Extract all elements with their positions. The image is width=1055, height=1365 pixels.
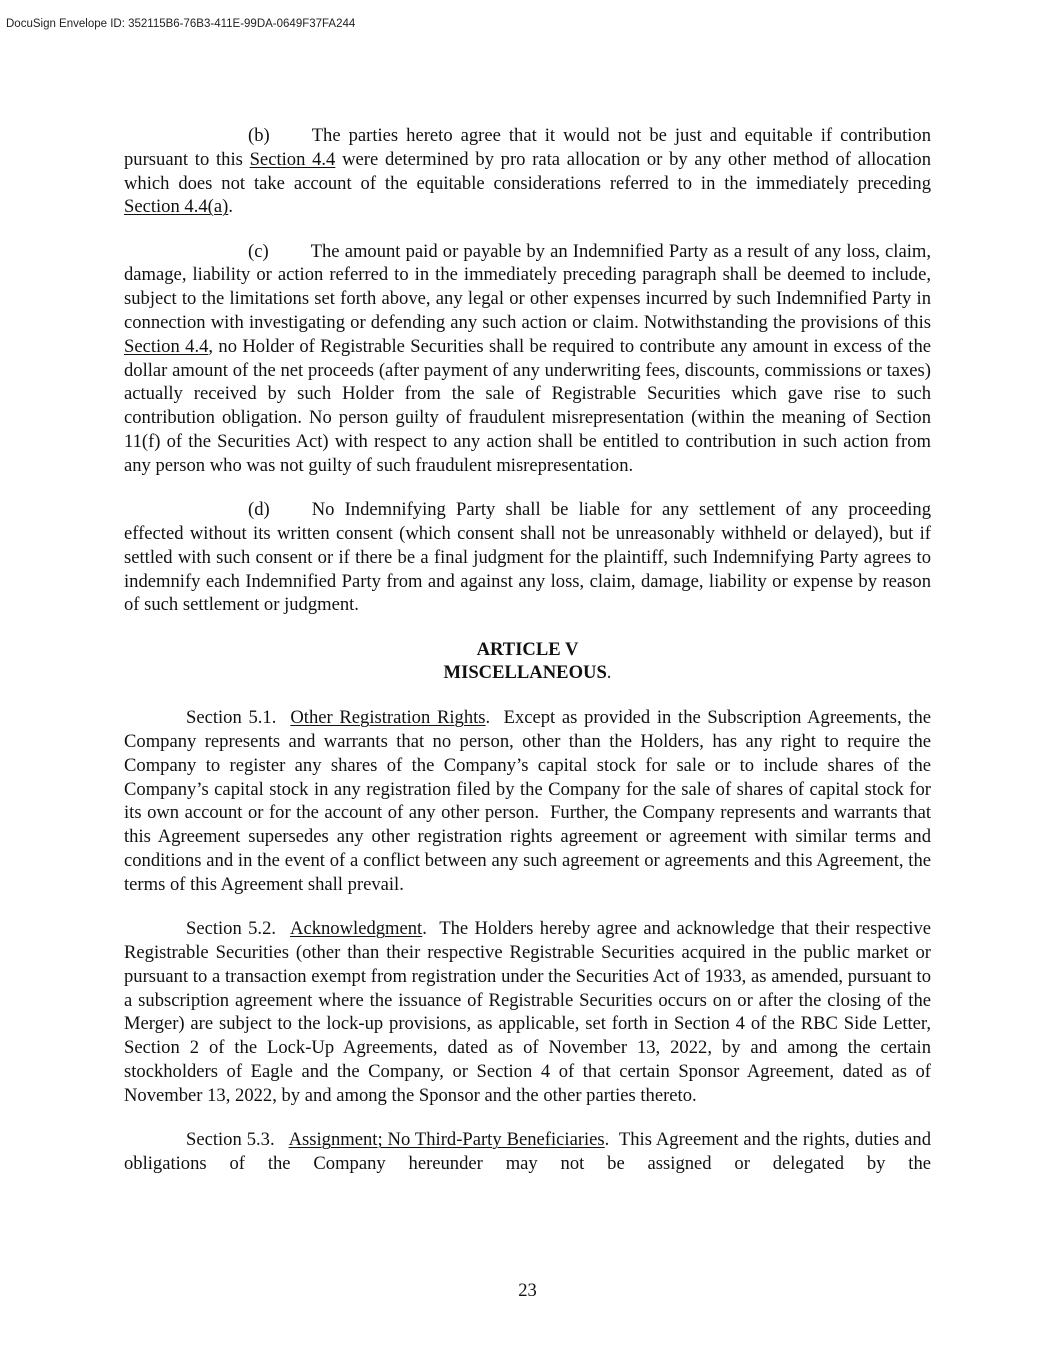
section-heading: Assignment; No Third-Party Beneficiaries	[288, 1128, 605, 1150]
article-heading: ARTICLE V MISCELLANEOUS.	[124, 638, 931, 686]
paragraph-4-4-d	[124, 498, 931, 617]
paragraph-label: (d)	[248, 499, 270, 521]
section-text: This Agreement and the rights, duties and obligations of the Company hereunder may not be assigned or delegated by the	[124, 1128, 936, 1174]
paragraph-label: (c)	[248, 240, 269, 262]
article-number: ARTICLE V	[476, 638, 579, 660]
section-number: Section 5.3.	[186, 1128, 275, 1150]
section-reference: Section 4.4	[249, 148, 336, 170]
section-5-3: Section 5.3. Assignment; No Third-Party Beneficiaries. This Agreement and the rights, duties and obligations of the Company hereunder may not be assigned or delegated by the	[124, 1128, 936, 1174]
section-heading: Acknowledgment	[290, 918, 423, 940]
paragraph-text: , no Holder of Registrable Securities shall be required to contribute any amount in excess of the dollar amount of the net proceeds (after payment of any underwriting fees, discounts, commissions or taxes) actually received by such Holder from the sale of Registrable Securities which gave rise to such contribution obligation. No person guilty of fraudulent misrepresentation (within the meaning of Section 11(f) of the Securities Act) with respect to any action shall be entitled to contribution in such action from any person who was not guilty of such fraudulent misrepresentation.	[124, 335, 931, 476]
docusign-envelope-id: DocuSign Envelope ID: 352115B6-76B3-411E-99DA-0649F37FA244	[6, 18, 356, 30]
paragraph-text: The amount paid or payable by an Indemnified Party as a result of any loss, claim, damage, liability or action referred to in the immediately preceding paragraph shall be deemed to include, subject to the limitations set forth above, any legal or other expenses incurred by such Indemnified Party in connection with investigating or defending any such action or claim. Notwithstanding the provisions of this	[124, 240, 931, 334]
section-reference: Section 4.4(a)	[124, 196, 229, 218]
section-heading: Other Registration Rights	[290, 707, 486, 729]
section-5-1: Section 5.1. Other Registration Rights. Except as provided in the Subscription Agreements, the Company represents and warrants that no person, other than the Holders, has any right to require the Company to register any shares of the Company’s capital stock for sale or to include shares of the Company’s capital stock in any registration filed by the Company for the sale of shares of capital stock for its own account or for the account of any other person. Further, the Company represents and warrants that this Agreement supersedes any other registration rights agreement or agreement with similar terms and conditions and in the event of a conflict between any such agreement or agreements and this Agreement, the terms of this Agreement shall prevail.	[124, 707, 936, 895]
paragraph-text: The parties hereto agree that it would not be just and equitable if contribution pursuant to this	[124, 125, 931, 170]
section-text: The Holders hereby agree and acknowledge that their respective Registrable Securities (other than their respective Registrable Securities acquired in the public market or pursuant to a transaction exempt from registration under the Securities Act of 1933, as amended, pursuant to a subscription agreement where the issuance of Registrable Securities occurs on or after the closing of the Merger) are subject to the lock-up provisions, as applicable, set forth in Section 4 of the RBC Side Letter, Section 2 of the Lock-Up Agreements, dated as of November 13, 2022, by and among the certain stockholders of Eagle and the Company, or Section 4 of that certain Sponsor Agreement, dated as of November 13, 2022, by and among the Sponsor and the other parties thereto.	[124, 918, 936, 1106]
article-title: MISCELLANEOUS	[443, 662, 607, 684]
section-number: Section 5.2.	[186, 918, 277, 940]
section-number: Section 5.1.	[186, 707, 277, 729]
section-text: Except as provided in the Subscription Agreements, the Company represents and warrants that no person, other than the Holders, has any right to require the Company to register any shares of the Company’s capital stock for sale or to include shares of the Company’s capital stock in any registration filed by the Company for the sale of shares of capital stock for its own account or for the account of any other person. Further, the Company represents and warrants that this Agreement supersedes any other registration rights agreement or agreement with similar terms and conditions and in the event of a conflict between any such agreement or agreements and this Agreement, the terms of this Agreement shall prevail.	[124, 707, 936, 895]
paragraph-4-4-c	[124, 240, 931, 478]
paragraph-label: (b)	[248, 125, 270, 146]
section-reference: Section 4.4	[124, 335, 209, 357]
page-number: 23	[518, 1280, 537, 1301]
paragraph-text: were determined by pro rata allocation or by any other method of allocation which does not take account of the equitable considerations referred to in the immediately preceding	[124, 148, 932, 194]
section-5-2: Section 5.2. Acknowledgment. The Holders hereby agree and acknowledge that their respective Registrable Securities (other than their respective Registrable Securities acquired in the public market or pursuant to a transaction exempt from registration under the Securities Act of 1933, as amended, pursuant to a subscription agreement where the issuance of Registrable Securities occurs on or after the closing of the Merger) are subject to the lock-up provisions, as applicable, set forth in Section 4 of the RBC Side Letter, Section 2 of the Lock-Up Agreements, dated as of November 13, 2022, by and among the certain stockholders of Eagle and the Company, or Section 4 of that certain Sponsor Agreement, dated as of November 13, 2022, by and among the Sponsor and the other parties thereto.	[124, 918, 936, 1106]
paragraph-4-4-b: (b) The parties hereto agree that it would not be just and equitable if contribution pursuant to this Section 4.4 were determined by pro rata allocation or by any other method of allocation which does not take account of the equitable considerations referred to in the immediately preceding Section 4.4(a).	[124, 125, 932, 218]
document-body	[124, 124, 936, 1176]
paragraph-text: No Indemnifying Party shall be liable for any settlement of any proceeding effected without its written consent (which consent shall not be unreasonably withheld or delayed), but if settled with such consent or if there be a final judgment for the plaintiff, such Indemnifying Party agrees to indemnify each Indemnified Party from and against any loss, claim, damage, liability or expense by reason of such settlement or judgment.	[124, 499, 931, 616]
